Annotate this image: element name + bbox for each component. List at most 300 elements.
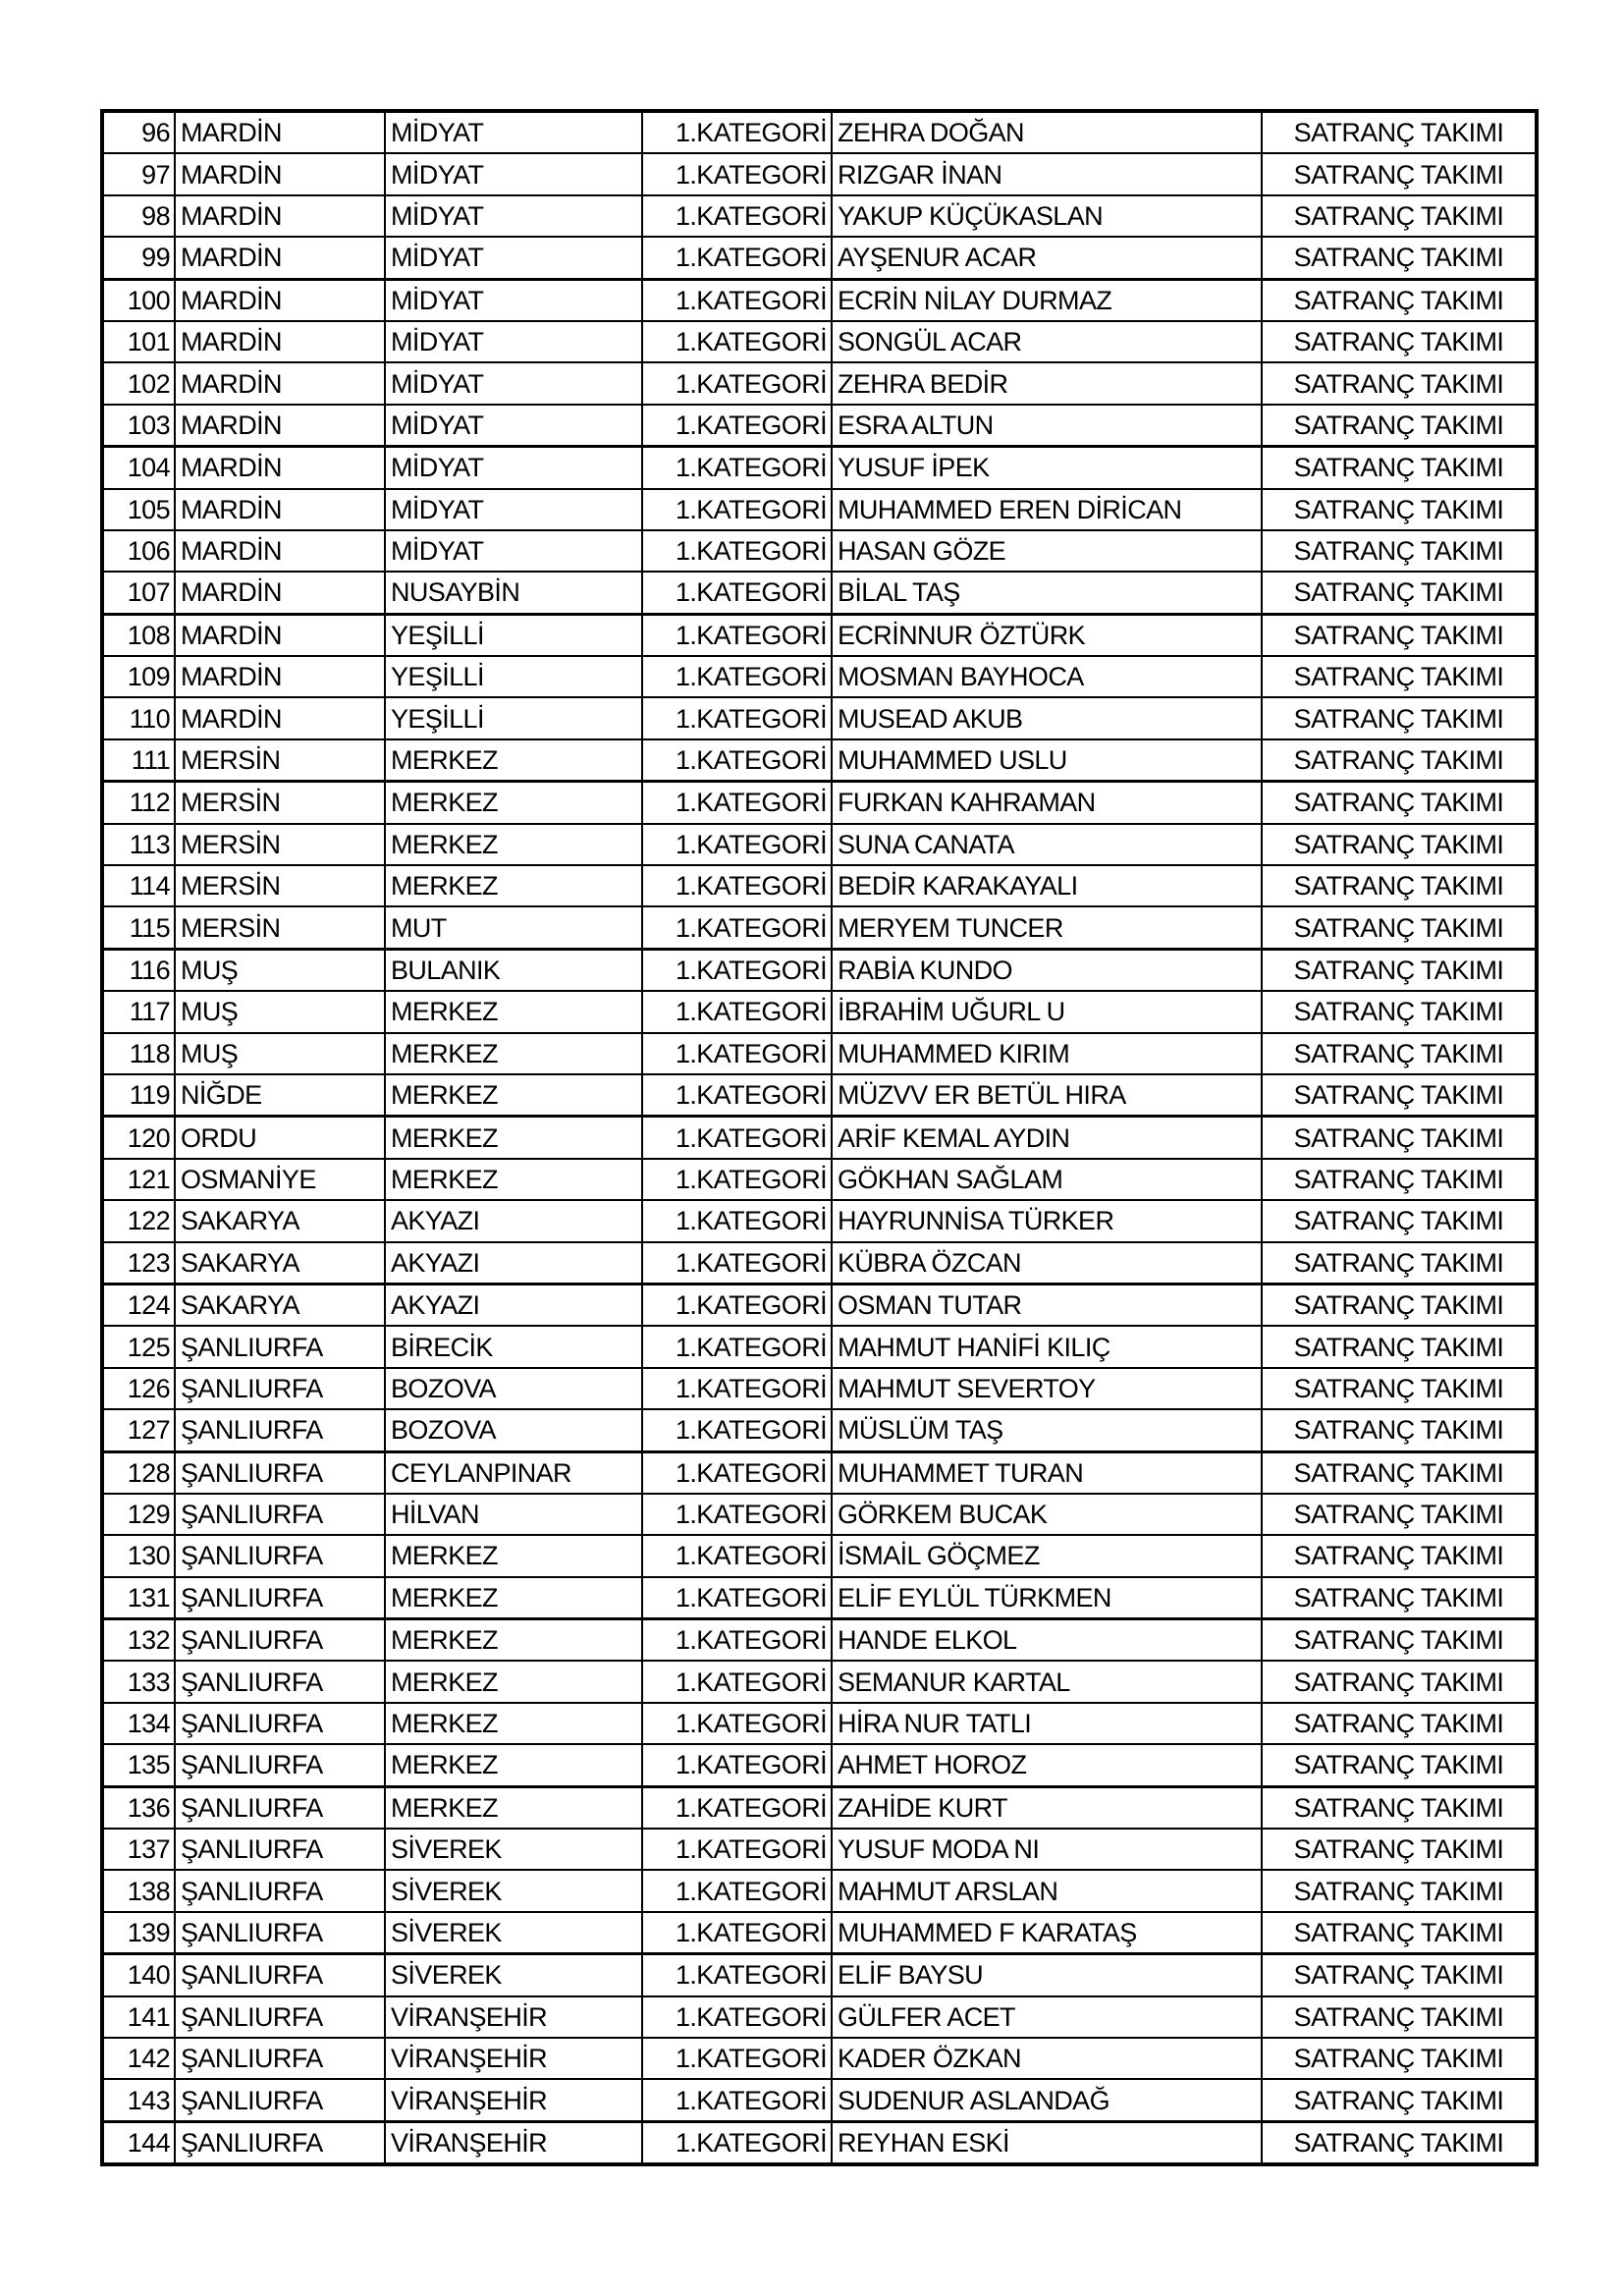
- district-cell: CEYLANPINAR: [385, 1451, 642, 1494]
- district-cell: MİDYAT: [385, 195, 642, 237]
- team-cell: SATRANÇ TAKIMI: [1262, 572, 1537, 614]
- row-number-cell: 117: [102, 991, 175, 1032]
- table-row: [102, 1494, 1537, 1535]
- table-row: [102, 1703, 1537, 1744]
- row-number-cell: 136: [102, 1786, 175, 1829]
- province-cell: SAKARYA: [175, 1200, 385, 1241]
- category-cell: 1.KATEGORİ: [642, 1451, 832, 1494]
- district-cell: MERKEZ: [385, 865, 642, 906]
- province-cell: MARDİN: [175, 237, 385, 279]
- province-cell: MARDİN: [175, 362, 385, 404]
- table-row: [102, 195, 1537, 237]
- category-cell: 1.KATEGORİ: [642, 279, 832, 321]
- district-cell: MERKEZ: [385, 824, 642, 865]
- province-cell: ŞANLIURFA: [175, 1535, 385, 1576]
- district-cell: MİDYAT: [385, 447, 642, 489]
- team-cell: SATRANÇ TAKIMI: [1262, 530, 1537, 572]
- category-cell: 1.KATEGORİ: [642, 782, 832, 824]
- team-cell: SATRANÇ TAKIMI: [1262, 195, 1537, 237]
- category-cell: 1.KATEGORİ: [642, 697, 832, 738]
- name-cell: MUHAMMED F KARATAŞ: [832, 1912, 1262, 1954]
- district-cell: MİDYAT: [385, 279, 642, 321]
- name-cell: KÜBRA ÖZCAN: [832, 1242, 1262, 1285]
- district-cell: MİDYAT: [385, 362, 642, 404]
- row-number-cell: 126: [102, 1368, 175, 1409]
- team-cell: SATRANÇ TAKIMI: [1262, 739, 1537, 782]
- table-row: [102, 1117, 1537, 1159]
- category-cell: 1.KATEGORİ: [642, 1117, 832, 1159]
- category-cell: 1.KATEGORİ: [642, 1954, 832, 1996]
- name-cell: MUSEAD AKUB: [832, 697, 1262, 738]
- team-cell: SATRANÇ TAKIMI: [1262, 1870, 1537, 1911]
- team-cell: SATRANÇ TAKIMI: [1262, 824, 1537, 865]
- table-row: [102, 1661, 1537, 1702]
- category-cell: 1.KATEGORİ: [642, 1033, 832, 1074]
- category-cell: 1.KATEGORİ: [642, 447, 832, 489]
- category-cell: 1.KATEGORİ: [642, 739, 832, 782]
- name-cell: ARİF KEMAL AYDIN: [832, 1117, 1262, 1159]
- team-cell: SATRANÇ TAKIMI: [1262, 1954, 1537, 1996]
- name-cell: AYŞENUR ACAR: [832, 237, 1262, 279]
- team-cell: SATRANÇ TAKIMI: [1262, 1200, 1537, 1241]
- category-cell: 1.KATEGORİ: [642, 2079, 832, 2121]
- row-number-cell: 131: [102, 1577, 175, 1619]
- district-cell: MERKEZ: [385, 782, 642, 824]
- category-cell: 1.KATEGORİ: [642, 1284, 832, 1326]
- table-row: [102, 237, 1537, 279]
- table-row: [102, 321, 1537, 362]
- team-cell: SATRANÇ TAKIMI: [1262, 405, 1537, 447]
- category-cell: 1.KATEGORİ: [642, 824, 832, 865]
- name-cell: HAYRUNNİSA TÜRKER: [832, 1200, 1262, 1241]
- district-cell: MİDYAT: [385, 405, 642, 447]
- table-row: [102, 614, 1537, 656]
- table-row: [102, 362, 1537, 404]
- name-cell: MAHMUT SEVERTOY: [832, 1368, 1262, 1409]
- category-cell: 1.KATEGORİ: [642, 906, 832, 949]
- table-row: [102, 1786, 1537, 1829]
- name-cell: ELİF BAYSU: [832, 1954, 1262, 1996]
- table-row: [102, 1284, 1537, 1326]
- district-cell: MERKEZ: [385, 1074, 642, 1117]
- district-cell: MİDYAT: [385, 489, 642, 530]
- district-cell: MERKEZ: [385, 1535, 642, 1576]
- row-number-cell: 135: [102, 1744, 175, 1786]
- name-cell: GÖKHAN SAĞLAM: [832, 1159, 1262, 1200]
- district-cell: MİDYAT: [385, 530, 642, 572]
- row-number-cell: 125: [102, 1326, 175, 1367]
- province-cell: MARDİN: [175, 405, 385, 447]
- district-cell: MİDYAT: [385, 153, 642, 194]
- row-number-cell: 111: [102, 739, 175, 782]
- category-cell: 1.KATEGORİ: [642, 1912, 832, 1954]
- row-number-cell: 134: [102, 1703, 175, 1744]
- category-cell: 1.KATEGORİ: [642, 1368, 832, 1409]
- row-number-cell: 112: [102, 782, 175, 824]
- row-number-cell: 121: [102, 1159, 175, 1200]
- province-cell: ŞANLIURFA: [175, 1661, 385, 1702]
- row-number-cell: 115: [102, 906, 175, 949]
- district-cell: SİVEREK: [385, 1870, 642, 1911]
- province-cell: MARDİN: [175, 614, 385, 656]
- category-cell: 1.KATEGORİ: [642, 195, 832, 237]
- category-cell: 1.KATEGORİ: [642, 1829, 832, 1870]
- team-cell: SATRANÇ TAKIMI: [1262, 1033, 1537, 1074]
- district-cell: MERKEZ: [385, 991, 642, 1032]
- team-cell: SATRANÇ TAKIMI: [1262, 1535, 1537, 1576]
- category-cell: 1.KATEGORİ: [642, 1786, 832, 1829]
- province-cell: ŞANLIURFA: [175, 1744, 385, 1786]
- district-cell: MERKEZ: [385, 1661, 642, 1702]
- province-cell: ŞANLIURFA: [175, 2038, 385, 2079]
- row-number-cell: 108: [102, 614, 175, 656]
- table-row: [102, 1326, 1537, 1367]
- district-cell: MERKEZ: [385, 1703, 642, 1744]
- row-number-cell: 96: [102, 111, 175, 153]
- province-cell: SAKARYA: [175, 1284, 385, 1326]
- district-cell: SİVEREK: [385, 1912, 642, 1954]
- category-cell: 1.KATEGORİ: [642, 1074, 832, 1117]
- team-cell: SATRANÇ TAKIMI: [1262, 1451, 1537, 1494]
- row-number-cell: 139: [102, 1912, 175, 1954]
- row-number-cell: 113: [102, 824, 175, 865]
- name-cell: MUHAMMET TURAN: [832, 1451, 1262, 1494]
- province-cell: MERSİN: [175, 906, 385, 949]
- table-row: [102, 949, 1537, 991]
- province-cell: ŞANLIURFA: [175, 1996, 385, 2038]
- row-number-cell: 116: [102, 949, 175, 991]
- category-cell: 1.KATEGORİ: [642, 1996, 832, 2038]
- district-cell: MERKEZ: [385, 1159, 642, 1200]
- district-cell: VİRANŞEHİR: [385, 2079, 642, 2121]
- name-cell: KADER ÖZKAN: [832, 2038, 1262, 2079]
- district-cell: BOZOVA: [385, 1409, 642, 1451]
- row-number-cell: 100: [102, 279, 175, 321]
- table-row: [102, 1033, 1537, 1074]
- name-cell: MUHAMMED USLU: [832, 739, 1262, 782]
- table-row: [102, 1912, 1537, 1954]
- district-cell: MİDYAT: [385, 321, 642, 362]
- name-cell: GÜLFER ACET: [832, 1996, 1262, 2038]
- team-cell: SATRANÇ TAKIMI: [1262, 1829, 1537, 1870]
- category-cell: 1.KATEGORİ: [642, 614, 832, 656]
- table-row: [102, 1200, 1537, 1241]
- province-cell: ŞANLIURFA: [175, 1577, 385, 1619]
- category-cell: 1.KATEGORİ: [642, 362, 832, 404]
- team-cell: SATRANÇ TAKIMI: [1262, 1619, 1537, 1662]
- table-row: [102, 1870, 1537, 1911]
- district-cell: AKYAZI: [385, 1242, 642, 1285]
- district-cell: AKYAZI: [385, 1200, 642, 1241]
- province-cell: MARDİN: [175, 195, 385, 237]
- name-cell: BEDİR KARAKAYALI: [832, 865, 1262, 906]
- name-cell: OSMAN TUTAR: [832, 1284, 1262, 1326]
- row-number-cell: 99: [102, 237, 175, 279]
- team-cell: SATRANÇ TAKIMI: [1262, 782, 1537, 824]
- table-row: [102, 2038, 1537, 2079]
- row-number-cell: 102: [102, 362, 175, 404]
- row-number-cell: 141: [102, 1996, 175, 2038]
- district-cell: BİRECİK: [385, 1326, 642, 1367]
- table-row: [102, 1242, 1537, 1285]
- table-row: [102, 447, 1537, 489]
- province-cell: MUŞ: [175, 991, 385, 1032]
- district-cell: VİRANŞEHİR: [385, 1996, 642, 2038]
- category-cell: 1.KATEGORİ: [642, 865, 832, 906]
- row-number-cell: 105: [102, 489, 175, 530]
- table-row: [102, 1619, 1537, 1662]
- table-row: [102, 824, 1537, 865]
- province-cell: ŞANLIURFA: [175, 1326, 385, 1367]
- row-number-cell: 137: [102, 1829, 175, 1870]
- table-row: [102, 1451, 1537, 1494]
- category-cell: 1.KATEGORİ: [642, 489, 832, 530]
- table-row: [102, 489, 1537, 530]
- category-cell: 1.KATEGORİ: [642, 237, 832, 279]
- province-cell: MARDİN: [175, 572, 385, 614]
- name-cell: MÜZVV ER BETÜL HIRA: [832, 1074, 1262, 1117]
- table-row: [102, 1577, 1537, 1619]
- province-cell: ŞANLIURFA: [175, 1703, 385, 1744]
- province-cell: MARDİN: [175, 530, 385, 572]
- name-cell: MÜSLÜM TAŞ: [832, 1409, 1262, 1451]
- district-cell: BOZOVA: [385, 1368, 642, 1409]
- team-cell: SATRANÇ TAKIMI: [1262, 1661, 1537, 1702]
- name-cell: İBRAHİM UĞURL U: [832, 991, 1262, 1032]
- province-cell: ŞANLIURFA: [175, 1451, 385, 1494]
- team-cell: SATRANÇ TAKIMI: [1262, 865, 1537, 906]
- province-cell: ŞANLIURFA: [175, 2079, 385, 2121]
- district-cell: BULANIK: [385, 949, 642, 991]
- row-number-cell: 97: [102, 153, 175, 194]
- table-row: [102, 530, 1537, 572]
- team-cell: SATRANÇ TAKIMI: [1262, 111, 1537, 153]
- name-cell: SEMANUR KARTAL: [832, 1661, 1262, 1702]
- province-cell: MARDİN: [175, 153, 385, 194]
- row-number-cell: 98: [102, 195, 175, 237]
- province-cell: ŞANLIURFA: [175, 2121, 385, 2164]
- table-row: [102, 279, 1537, 321]
- team-cell: SATRANÇ TAKIMI: [1262, 1242, 1537, 1285]
- row-number-cell: 118: [102, 1033, 175, 1074]
- province-cell: MERSİN: [175, 782, 385, 824]
- table-row: [102, 1074, 1537, 1117]
- district-cell: MUT: [385, 906, 642, 949]
- name-cell: YUSUF MODA NI: [832, 1829, 1262, 1870]
- category-cell: 1.KATEGORİ: [642, 2038, 832, 2079]
- province-cell: MUŞ: [175, 949, 385, 991]
- team-cell: SATRANÇ TAKIMI: [1262, 1494, 1537, 1535]
- team-cell: SATRANÇ TAKIMI: [1262, 2079, 1537, 2121]
- district-cell: YEŞİLLİ: [385, 697, 642, 738]
- team-cell: SATRANÇ TAKIMI: [1262, 2121, 1537, 2164]
- province-cell: ŞANLIURFA: [175, 1829, 385, 1870]
- team-cell: SATRANÇ TAKIMI: [1262, 1744, 1537, 1786]
- team-cell: SATRANÇ TAKIMI: [1262, 1996, 1537, 2038]
- name-cell: HANDE ELKOL: [832, 1619, 1262, 1662]
- province-cell: ŞANLIURFA: [175, 1912, 385, 1954]
- name-cell: HİRA NUR TATLI: [832, 1703, 1262, 1744]
- district-cell: MİDYAT: [385, 237, 642, 279]
- province-cell: ŞANLIURFA: [175, 1786, 385, 1829]
- category-cell: 1.KATEGORİ: [642, 1870, 832, 1911]
- category-cell: 1.KATEGORİ: [642, 321, 832, 362]
- district-cell: MERKEZ: [385, 1117, 642, 1159]
- province-cell: NİĞDE: [175, 1074, 385, 1117]
- category-cell: 1.KATEGORİ: [642, 1619, 832, 1662]
- province-cell: ŞANLIURFA: [175, 1409, 385, 1451]
- category-cell: 1.KATEGORİ: [642, 1577, 832, 1619]
- province-cell: ŞANLIURFA: [175, 1494, 385, 1535]
- name-cell: SONGÜL ACAR: [832, 321, 1262, 362]
- row-number-cell: 143: [102, 2079, 175, 2121]
- province-cell: MUŞ: [175, 1033, 385, 1074]
- table-row: [102, 906, 1537, 949]
- row-number-cell: 110: [102, 697, 175, 738]
- row-number-cell: 133: [102, 1661, 175, 1702]
- table-row: [102, 405, 1537, 447]
- category-cell: 1.KATEGORİ: [642, 1744, 832, 1786]
- row-number-cell: 123: [102, 1242, 175, 1285]
- category-cell: 1.KATEGORİ: [642, 1409, 832, 1451]
- row-number-cell: 144: [102, 2121, 175, 2164]
- province-cell: MERSİN: [175, 865, 385, 906]
- district-cell: SİVEREK: [385, 1829, 642, 1870]
- participant-table-body: [102, 111, 1537, 2164]
- team-cell: SATRANÇ TAKIMI: [1262, 1284, 1537, 1326]
- name-cell: ZAHİDE KURT: [832, 1786, 1262, 1829]
- team-cell: SATRANÇ TAKIMI: [1262, 362, 1537, 404]
- name-cell: YAKUP KÜÇÜKASLAN: [832, 195, 1262, 237]
- district-cell: SİVEREK: [385, 1954, 642, 1996]
- province-cell: ŞANLIURFA: [175, 1954, 385, 1996]
- district-cell: MERKEZ: [385, 1033, 642, 1074]
- category-cell: 1.KATEGORİ: [642, 1535, 832, 1576]
- row-number-cell: 130: [102, 1535, 175, 1576]
- team-cell: SATRANÇ TAKIMI: [1262, 1117, 1537, 1159]
- province-cell: MARDİN: [175, 447, 385, 489]
- district-cell: MERKEZ: [385, 1577, 642, 1619]
- table-row: [102, 1829, 1537, 1870]
- row-number-cell: 132: [102, 1619, 175, 1662]
- team-cell: SATRANÇ TAKIMI: [1262, 697, 1537, 738]
- name-cell: MUHAMMED KIRIM: [832, 1033, 1262, 1074]
- row-number-cell: 101: [102, 321, 175, 362]
- name-cell: ECRİNNUR ÖZTÜRK: [832, 614, 1262, 656]
- row-number-cell: 120: [102, 1117, 175, 1159]
- team-cell: SATRANÇ TAKIMI: [1262, 1368, 1537, 1409]
- team-cell: SATRANÇ TAKIMI: [1262, 2038, 1537, 2079]
- district-cell: MERKEZ: [385, 739, 642, 782]
- team-cell: SATRANÇ TAKIMI: [1262, 489, 1537, 530]
- row-number-cell: 114: [102, 865, 175, 906]
- row-number-cell: 122: [102, 1200, 175, 1241]
- table-row: [102, 991, 1537, 1032]
- category-cell: 1.KATEGORİ: [642, 111, 832, 153]
- name-cell: MAHMUT ARSLAN: [832, 1870, 1262, 1911]
- category-cell: 1.KATEGORİ: [642, 405, 832, 447]
- category-cell: 1.KATEGORİ: [642, 949, 832, 991]
- team-cell: SATRANÇ TAKIMI: [1262, 237, 1537, 279]
- province-cell: ORDU: [175, 1117, 385, 1159]
- name-cell: BİLAL TAŞ: [832, 572, 1262, 614]
- table-row: [102, 1744, 1537, 1786]
- row-number-cell: 103: [102, 405, 175, 447]
- province-cell: MARDİN: [175, 111, 385, 153]
- name-cell: ESRA ALTUN: [832, 405, 1262, 447]
- category-cell: 1.KATEGORİ: [642, 1159, 832, 1200]
- category-cell: 1.KATEGORİ: [642, 2121, 832, 2164]
- team-cell: SATRANÇ TAKIMI: [1262, 1703, 1537, 1744]
- table-row: [102, 656, 1537, 697]
- participant-table: [100, 109, 1539, 2166]
- team-cell: SATRANÇ TAKIMI: [1262, 906, 1537, 949]
- district-cell: AKYAZI: [385, 1284, 642, 1326]
- district-cell: MİDYAT: [385, 111, 642, 153]
- name-cell: GÖRKEM BUCAK: [832, 1494, 1262, 1535]
- name-cell: REYHAN ESKİ: [832, 2121, 1262, 2164]
- table-row: [102, 153, 1537, 194]
- team-cell: SATRANÇ TAKIMI: [1262, 614, 1537, 656]
- row-number-cell: 107: [102, 572, 175, 614]
- team-cell: SATRANÇ TAKIMI: [1262, 1326, 1537, 1367]
- team-cell: SATRANÇ TAKIMI: [1262, 447, 1537, 489]
- province-cell: ŞANLIURFA: [175, 1619, 385, 1662]
- category-cell: 1.KATEGORİ: [642, 656, 832, 697]
- name-cell: MERYEM TUNCER: [832, 906, 1262, 949]
- category-cell: 1.KATEGORİ: [642, 1326, 832, 1367]
- name-cell: MAHMUT HANİFİ KILIÇ: [832, 1326, 1262, 1367]
- name-cell: SUDENUR ASLANDAĞ: [832, 2079, 1262, 2121]
- category-cell: 1.KATEGORİ: [642, 1661, 832, 1702]
- team-cell: SATRANÇ TAKIMI: [1262, 949, 1537, 991]
- name-cell: RABİA KUNDO: [832, 949, 1262, 991]
- province-cell: MARDİN: [175, 279, 385, 321]
- province-cell: SAKARYA: [175, 1242, 385, 1285]
- team-cell: SATRANÇ TAKIMI: [1262, 1074, 1537, 1117]
- category-cell: 1.KATEGORİ: [642, 153, 832, 194]
- name-cell: HASAN GÖZE: [832, 530, 1262, 572]
- province-cell: MARDİN: [175, 697, 385, 738]
- row-number-cell: 128: [102, 1451, 175, 1494]
- table-row: [102, 111, 1537, 153]
- name-cell: ELİF EYLÜL TÜRKMEN: [832, 1577, 1262, 1619]
- name-cell: FURKAN KAHRAMAN: [832, 782, 1262, 824]
- province-cell: MARDİN: [175, 321, 385, 362]
- table-row: [102, 572, 1537, 614]
- row-number-cell: 106: [102, 530, 175, 572]
- district-cell: MERKEZ: [385, 1786, 642, 1829]
- category-cell: 1.KATEGORİ: [642, 1242, 832, 1285]
- district-cell: NUSAYBİN: [385, 572, 642, 614]
- district-cell: VİRANŞEHİR: [385, 2038, 642, 2079]
- row-number-cell: 119: [102, 1074, 175, 1117]
- row-number-cell: 124: [102, 1284, 175, 1326]
- name-cell: RIZGAR İNAN: [832, 153, 1262, 194]
- team-cell: SATRANÇ TAKIMI: [1262, 1912, 1537, 1954]
- row-number-cell: 142: [102, 2038, 175, 2079]
- table-row: [102, 1954, 1537, 1996]
- district-cell: MERKEZ: [385, 1619, 642, 1662]
- district-cell: YEŞİLLİ: [385, 656, 642, 697]
- team-cell: SATRANÇ TAKIMI: [1262, 153, 1537, 194]
- district-cell: YEŞİLLİ: [385, 614, 642, 656]
- row-number-cell: 138: [102, 1870, 175, 1911]
- province-cell: MARDİN: [175, 489, 385, 530]
- table-row: [102, 1159, 1537, 1200]
- name-cell: YUSUF İPEK: [832, 447, 1262, 489]
- row-number-cell: 129: [102, 1494, 175, 1535]
